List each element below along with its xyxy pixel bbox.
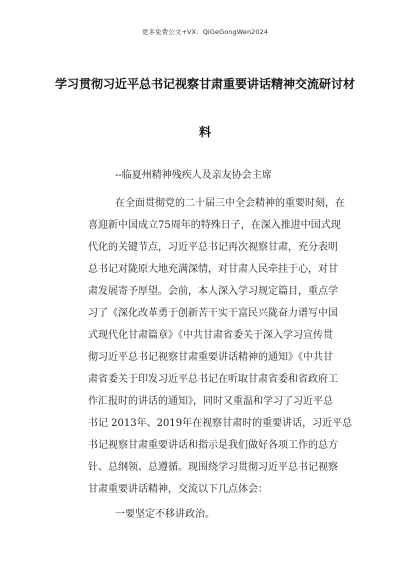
paragraph-line: 习了《深化改革勇于创新苦干实干富民兴陇奋力谱写中国: [88, 308, 338, 319]
paragraph-line: 作汇报时的讲话的通知》，同时又重温和学习了习近平总: [88, 396, 333, 407]
paragraph-line: 书记 2013年、2019年在视察甘肃时的重要讲话，习近平总: [88, 418, 353, 429]
paragraph-line: 甘肃重要讲话精神，交流以下几点体会：: [88, 484, 268, 495]
paragraph-line: 在全面贯彻党的二十届三中全会精神的重要时刻，在: [115, 198, 345, 209]
paragraph-line: 肃省委关于印发习近平总书记在听取甘肃省委和省政府工: [88, 374, 338, 385]
paragraph-line: 式现代化甘肃篇章》《中共甘肃省委关于深入学习宣传贯: [88, 330, 333, 341]
paragraph-line: 彻习近平总书记视察甘肃重要讲话精神的通知》《中共甘: [88, 352, 333, 363]
document-title-line-1: 学习贯彻习近平总书记视察甘肃重要讲话精神交流研讨材: [54, 77, 355, 91]
paragraph-line: 总书记对陇原大地充满深情，对甘肃人民牵挂于心，对甘: [88, 264, 338, 275]
header-note: 更多免费公文+VX：QiGeGongWen2024: [141, 28, 269, 36]
paragraph-line: 喜迎新中国成立75周年的特殊日子，在深入推进中国式现: [88, 220, 341, 231]
paragraph-line: 书记视察甘肃重要讲话和指示是我们做好各项工作的总方: [88, 440, 338, 451]
document-title-line-2: 料: [198, 125, 211, 139]
paragraph-line: 代化的关键节点，习近平总书记再次视察甘肃，充分表明: [88, 242, 338, 253]
paragraph-line: 针、总纲领、总遵循。现围绕学习贯彻习近平总书记视察: [88, 462, 338, 473]
author-subtitle: --临夏州精神残疾人及亲友协会主席: [115, 170, 272, 181]
section-heading: 一要坚定不移讲政治。: [115, 509, 215, 520]
paragraph-line: 肃发展寄予厚望。会前，本人深入学习规定篇目，重点学: [88, 286, 338, 297]
